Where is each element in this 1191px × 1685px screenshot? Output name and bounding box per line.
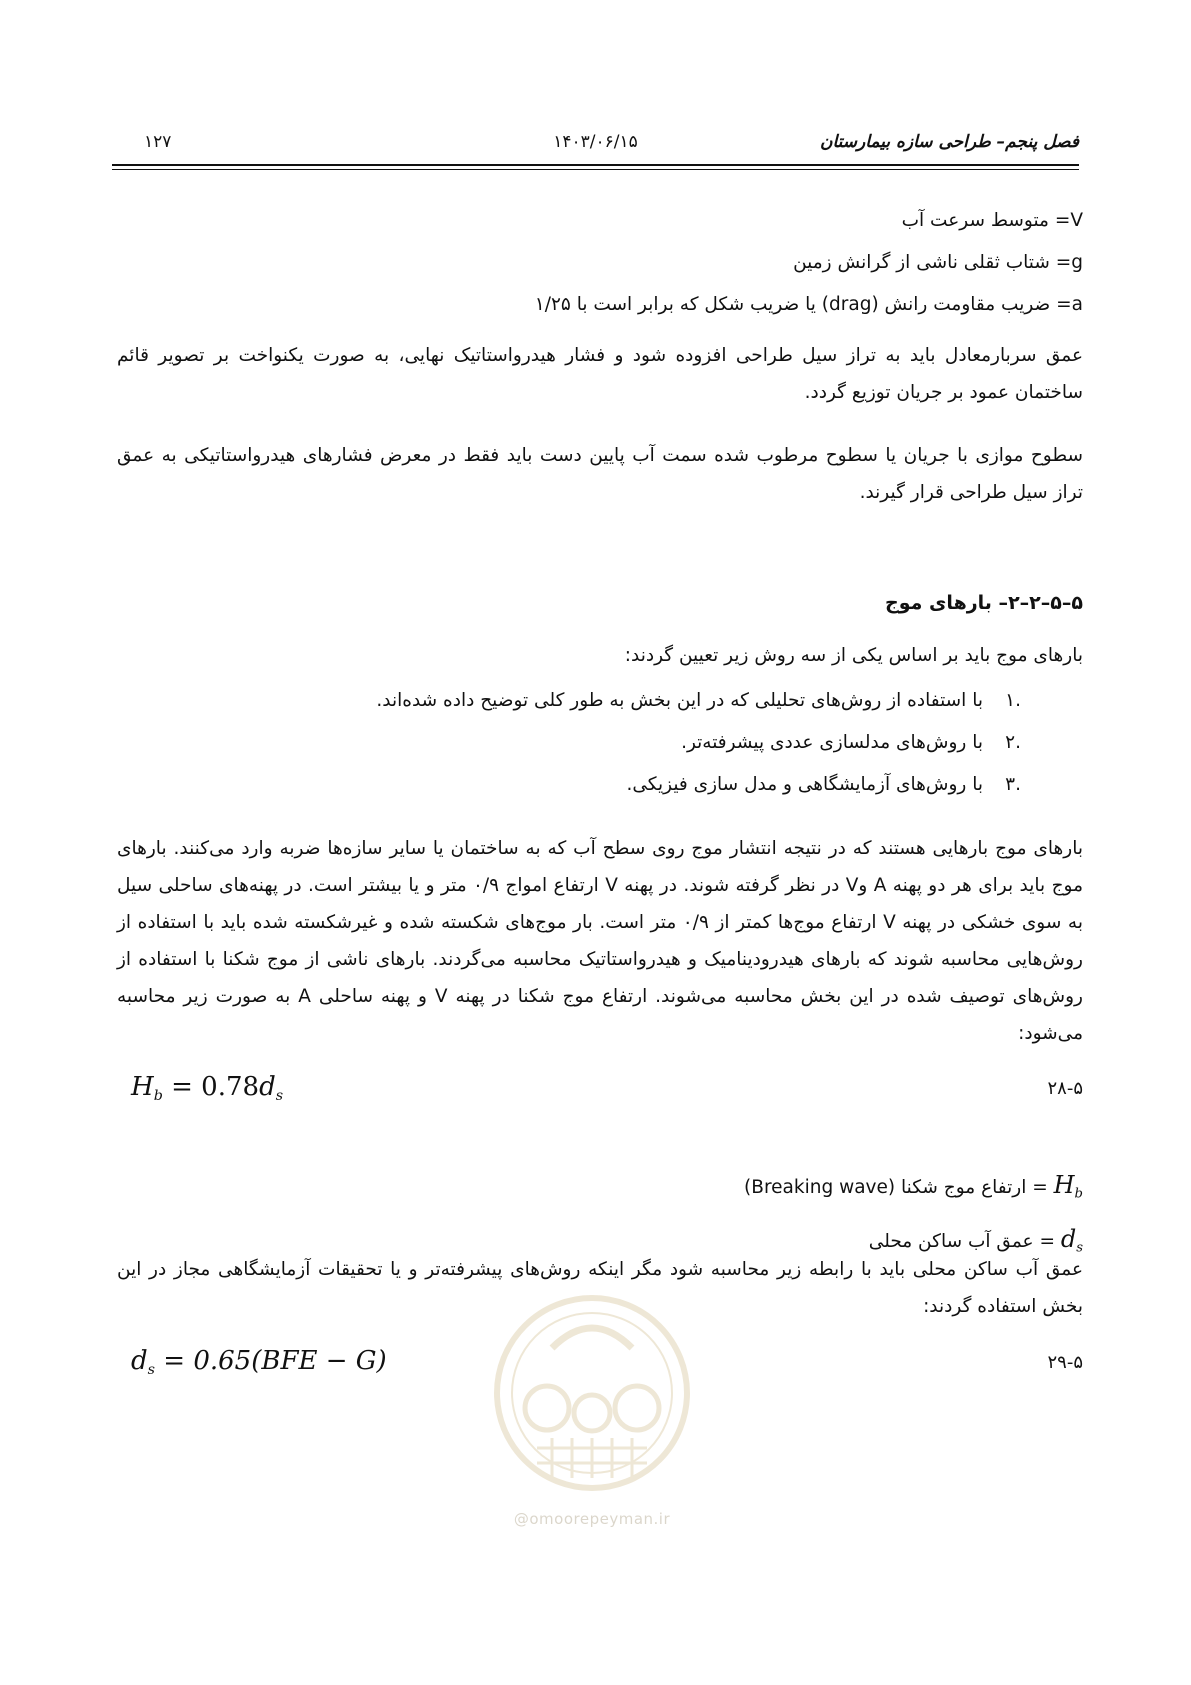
header-rule-thin <box>112 169 1079 170</box>
eq-subscript: s <box>147 1362 155 1378</box>
list-number: .۱ <box>1005 690 1021 711</box>
equation-28-5 <box>117 1072 1083 1112</box>
list-item <box>117 680 1021 722</box>
methods-list <box>117 680 1021 806</box>
paragraph-surcharge-depth: عمق سربارمعادل باید به تراز سیل طراحی افزوده شود و فشار هیدرواستاتیک نهایی، به صورت یکنواخت بر تصویر قائم ساختمان عمود بر جریان توزیع گردد. <box>117 345 1083 403</box>
list-number: .۳ <box>1005 774 1021 795</box>
equation-number: ۲۸-۵ <box>1047 1078 1083 1099</box>
eq-subscript: b <box>153 1088 163 1104</box>
paragraph-parallel-surfaces: سطوح موازی با جریان یا سطوح مرطوب شده سمت آب پایین دست باید فقط در معرض فشارهای هیدرواستاتیکی به عمق تراز سیل طراحی قرار گیرند. <box>117 445 1083 503</box>
paragraph-stillwater-depth: عمق آب ساکن محلی باید با رابطه زیر محاسبه شود مگر اینکه روش‌های پیشرفته‌تر و یا تحقیقات آزمایشگاهی مجاز در این بخش استفاده گردند: <box>117 1259 1083 1317</box>
definition-drag: a= ضریب مقاومت رانش (drag) یا ضریب شکل که برابر است با ۱/۲۵ <box>534 294 1083 315</box>
list-text: با روش‌های آزمایشگاهی و مدل سازی فیزیکی. <box>626 774 983 795</box>
definition-text: = عمق آب ساکن محلی <box>868 1230 1055 1252</box>
equation-number: ۲۹-۵ <box>1047 1352 1083 1373</box>
symbol-Hb: $H_b$ <box>1053 1171 1083 1202</box>
chapter-title: فصل پنجم– طراحی سازه بیمارستان <box>819 132 1079 152</box>
watermark-site: @omoorepeyman.ir <box>513 1510 671 1528</box>
definition-velocity: V= متوسط سرعت آب <box>901 210 1083 231</box>
variable-definitions <box>117 200 1083 326</box>
symbol-ds: $d_s$ <box>1060 1224 1083 1256</box>
page-number: ۱۲۷ <box>144 132 172 152</box>
paragraph-wave-loads: بارهای موج بارهایی هستند که در نتیجه انتشار موج روی سطح آب که به ساختمان یا سایر سازه‌ها ضربه وارد می‌کنند. بارهای موج باید برای هر دو پهنه A وV در نظر گرفته شوند. در پهنه V ارتفاع امواج ۰/۹ متر و یا بیشتر است. در پهنه‌های ساحلی سیل به سوی خشکی در پهنه V ارتفاع موج‌ها کمتر از ۰/۹ متر است. بار موج‌های شکسته شده و غیرشکسته شده باید با استفاده از روش‌هایی محاسبه شوند که بارهای هیدرودینامیک و هیدرواستاتیک محاسبه می‌گردند. بارهای ناشی از موج شکنا با استفاده از روش‌های توصیف شده در این بخش محاسبه می‌شوند. ارتفاع موج شکنا در پهنه V و پهنه ساحلی A به صورت زیر محاسبه می‌شود: <box>117 838 1083 1044</box>
list-item <box>117 764 1021 806</box>
definition-text: = ارتفاع موج شکنا (Breaking wave) <box>744 1177 1048 1198</box>
header-date: ۱۴۰۳/۰۶/۱۵ <box>553 132 638 152</box>
definition-gravity: g= شتاب ثقلی ناشی از گرانش زمین <box>793 252 1083 273</box>
eq-rhs: = 0.65(BFE − G) <box>155 1346 387 1376</box>
eq-subscript: s <box>275 1088 284 1104</box>
equation-formula <box>131 1346 387 1378</box>
list-text: با استفاده از روش‌های تحلیلی که در این بخش به طور کلی توضیح داده شده‌اند. <box>376 690 983 711</box>
eq-symbol-H: H <box>131 1072 154 1102</box>
list-text: با روش‌های مدلسازی عددی پیشرفته‌تر. <box>681 732 983 753</box>
eq-symbol-d: d <box>259 1072 276 1102</box>
list-number: .۲ <box>1005 732 1021 753</box>
header-rule-thick <box>112 164 1079 166</box>
equation-formula <box>131 1072 283 1104</box>
page-header <box>112 128 1079 160</box>
eq-symbol-d: d <box>131 1346 148 1376</box>
section-heading: ۵–۵–۲–۲– بارهای موج <box>885 592 1083 614</box>
watermark-seal-icon <box>477 1288 707 1503</box>
eq-coefficient: = 0.78 <box>162 1072 260 1102</box>
methods-intro: بارهای موج باید بر اساس یکی از سه روش زیر تعیین گردند: <box>624 645 1083 666</box>
definition-breaking-wave-height <box>117 1163 1083 1217</box>
watermark-logo <box>477 1288 707 1538</box>
list-item <box>117 722 1021 764</box>
